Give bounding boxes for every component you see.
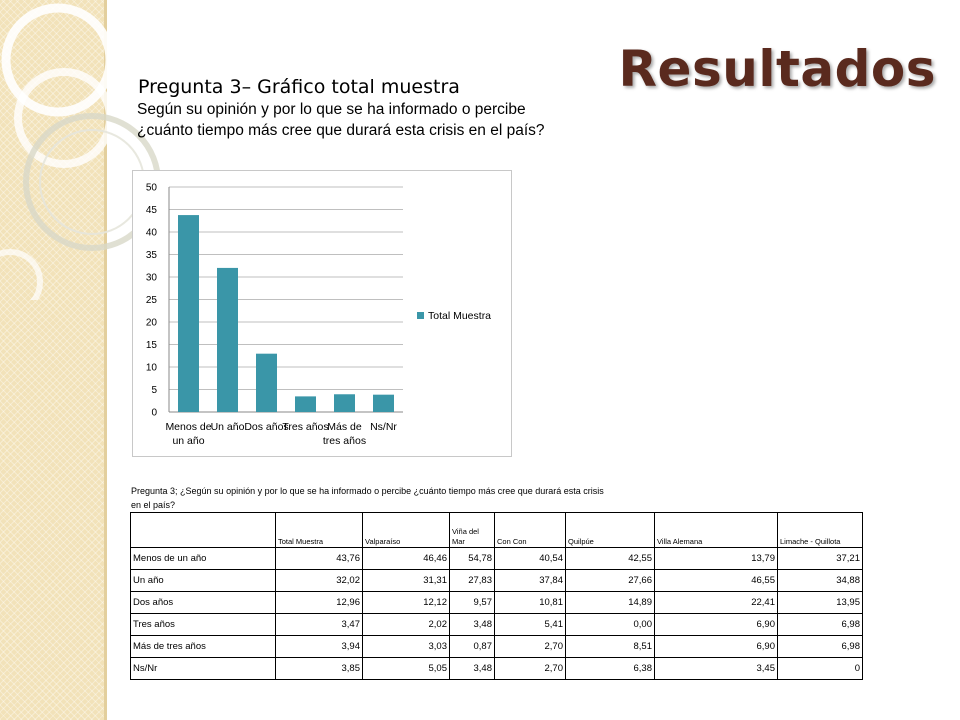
bar — [373, 395, 394, 412]
table-cell: 6,38 — [566, 658, 655, 680]
table-cell: 6,90 — [655, 614, 778, 636]
y-tick-label: 40 — [145, 227, 157, 239]
slide-title: Resultados — [618, 40, 936, 98]
question-text — [137, 99, 657, 141]
y-tick-label: 10 — [145, 362, 157, 374]
table-row — [131, 592, 863, 614]
bar — [217, 268, 238, 412]
row-label: Tres años — [131, 614, 276, 636]
table-caption-line-1: Pregunta 3; ¿Según su opinión y por lo que se ha informado o percibe ¿cuánto tiempo más cree que durará esta crisis — [131, 486, 604, 496]
table-cell: 6,90 — [655, 636, 778, 658]
y-tick-label: 35 — [145, 250, 157, 261]
table-row — [131, 614, 863, 636]
table-cell: 13,95 — [778, 592, 863, 614]
header-cell — [131, 513, 276, 548]
results-table — [130, 512, 863, 680]
row-label: Un año — [131, 570, 276, 592]
table-cell: 0 — [778, 658, 863, 680]
table-row — [131, 548, 863, 570]
header-cell: Con Con — [495, 513, 566, 548]
y-tick-label: 0 — [151, 407, 157, 419]
x-tick-label: Un año — [210, 421, 245, 433]
legend-swatch — [417, 312, 424, 319]
x-tick-label: Tres años — [282, 421, 329, 433]
table-cell: 27,66 — [566, 570, 655, 592]
row-label: Dos años — [131, 592, 276, 614]
table-cell: 3,47 — [276, 614, 363, 636]
header-cell: Limache - Quillota — [778, 513, 863, 548]
bar — [256, 354, 277, 412]
bar — [178, 215, 199, 412]
header-cell: Villa Alemana — [655, 513, 778, 548]
bar-chart-svg — [133, 171, 511, 456]
x-tick-label: Ns/Nr — [370, 421, 397, 433]
x-tick-label: Más de — [327, 421, 362, 433]
table-row — [131, 570, 863, 592]
row-label: Más de tres años — [131, 636, 276, 658]
y-tick-label: 50 — [145, 182, 157, 194]
table-cell: 32,02 — [276, 570, 363, 592]
table-cell: 22,41 — [655, 592, 778, 614]
table-cell: 3,94 — [276, 636, 363, 658]
slide-subtitle: Pregunta 3– Gráfico total muestra — [138, 76, 460, 98]
table-cell: 46,46 — [363, 548, 450, 570]
table-caption-line-2: en el país? — [131, 500, 176, 510]
y-tick-label: 15 — [145, 340, 157, 351]
legend-label: Total Muestra — [428, 310, 492, 322]
x-tick-label: Menos de — [165, 421, 212, 433]
table-cell: 8,51 — [566, 636, 655, 658]
row-label: Menos de un año — [131, 548, 276, 570]
table-cell: 43,76 — [276, 548, 363, 570]
header-cell: Total Muestra — [276, 513, 363, 548]
table-cell: 0,00 — [566, 614, 655, 636]
table-cell: 12,12 — [363, 592, 450, 614]
y-tick-label: 5 — [151, 385, 157, 396]
table-cell: 0,87 — [450, 636, 495, 658]
table-cell: 2,70 — [495, 636, 566, 658]
header-cell: Valparaíso — [363, 513, 450, 548]
table-cell: 46,55 — [655, 570, 778, 592]
table-cell: 54,78 — [450, 548, 495, 570]
table-cell: 6,98 — [778, 636, 863, 658]
table-cell: 14,89 — [566, 592, 655, 614]
table-cell: 3,03 — [363, 636, 450, 658]
x-tick-label: tres años — [322, 435, 367, 447]
table-cell: 31,31 — [363, 570, 450, 592]
table-cell: 37,21 — [778, 548, 863, 570]
table-cell: 34,88 — [778, 570, 863, 592]
y-tick-label: 45 — [145, 205, 157, 216]
y-tick-label: 30 — [145, 272, 157, 284]
bar — [295, 396, 316, 412]
table-header-row — [131, 513, 863, 548]
y-tick-label: 25 — [145, 295, 157, 306]
table-cell: 27,83 — [450, 570, 495, 592]
y-tick-label: 20 — [145, 317, 157, 329]
table-cell: 5,05 — [363, 658, 450, 680]
table-cell: 6,98 — [778, 614, 863, 636]
table-caption — [131, 484, 791, 512]
table-cell: 37,84 — [495, 570, 566, 592]
header-cell: Viña del Mar — [450, 513, 495, 548]
table-cell: 3,45 — [655, 658, 778, 680]
question-line-1: Según su opinión y por lo que se ha informado o percibe — [137, 101, 526, 118]
table-cell: 12,96 — [276, 592, 363, 614]
x-tick-label: Dos años — [244, 421, 289, 433]
table-row — [131, 636, 863, 658]
table-row — [131, 658, 863, 680]
question-line-2: ¿cuánto tiempo más cree que durará esta crisis en el país? — [137, 122, 545, 139]
table-cell: 2,02 — [363, 614, 450, 636]
header-cell: Quilpúe — [566, 513, 655, 548]
bar — [334, 394, 355, 412]
bar-chart — [132, 170, 512, 457]
table-cell: 40,54 — [495, 548, 566, 570]
table-cell: 10,81 — [495, 592, 566, 614]
row-label: Ns/Nr — [131, 658, 276, 680]
table-cell: 2,70 — [495, 658, 566, 680]
table-cell: 9,57 — [450, 592, 495, 614]
x-tick-label: un año — [172, 435, 205, 447]
table-cell: 5,41 — [495, 614, 566, 636]
table-cell: 13,79 — [655, 548, 778, 570]
table-cell: 42,55 — [566, 548, 655, 570]
table-cell: 3,48 — [450, 614, 495, 636]
table-cell: 3,85 — [276, 658, 363, 680]
table-cell: 3,48 — [450, 658, 495, 680]
